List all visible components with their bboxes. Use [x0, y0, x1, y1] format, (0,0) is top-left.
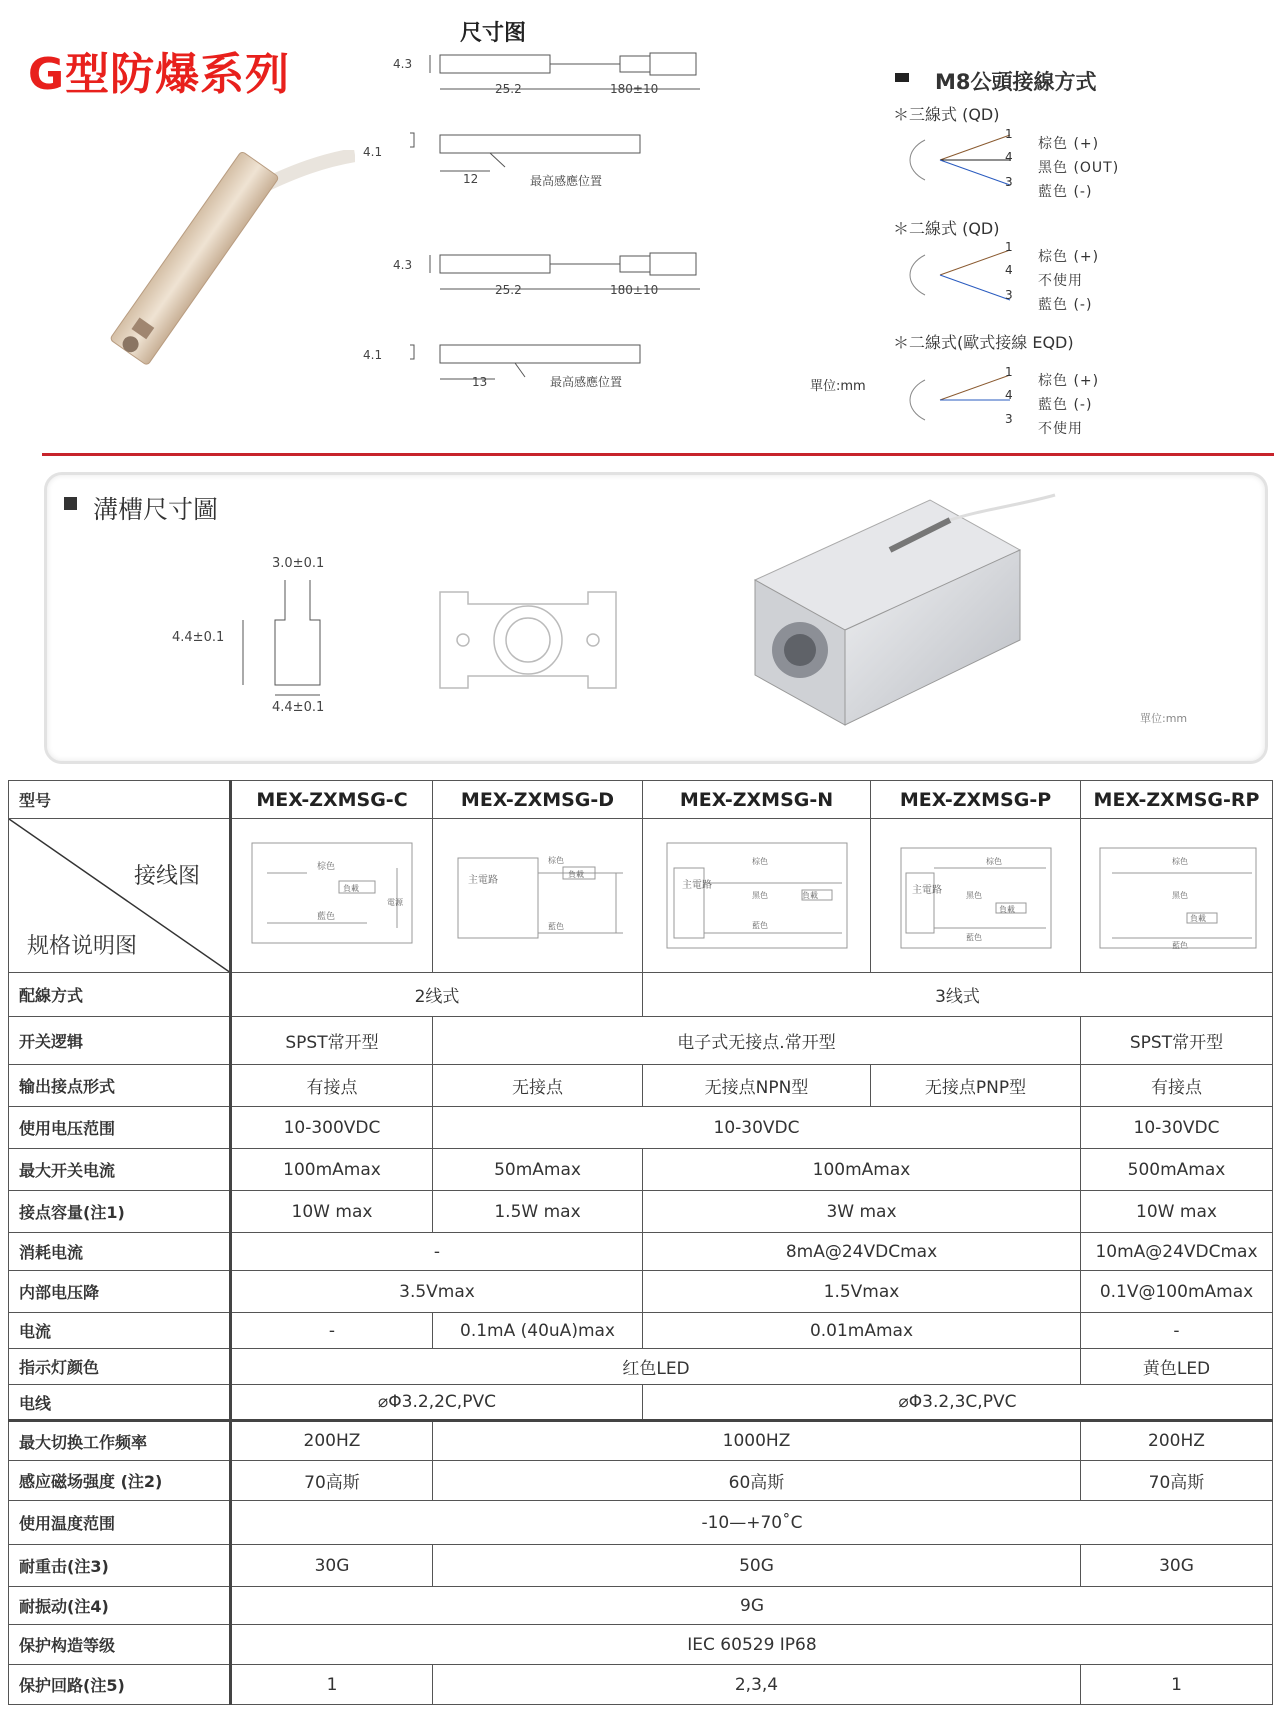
- m8-g2-pin-1: 1: [1005, 240, 1013, 254]
- cell: 30G: [1081, 1545, 1273, 1587]
- cell: 10-30VDC: [433, 1107, 1081, 1149]
- model-rp: MEX-ZXMSG-RP: [1081, 781, 1273, 819]
- c-load: 負載: [343, 884, 359, 893]
- wiring-label: 接线图: [134, 864, 201, 889]
- c-brown: 棕色: [317, 862, 336, 872]
- cell: 10mA@24VDCmax: [1081, 1233, 1273, 1271]
- dim-a-height: 4.3: [393, 57, 413, 71]
- dim-a-side: 4.1: [363, 145, 383, 159]
- cell: 1.5W max: [433, 1191, 643, 1233]
- wiring-diagram-rp: [1092, 828, 1262, 958]
- row-label: 指示灯颜色: [9, 1349, 231, 1385]
- row-label: 内部电压降: [9, 1271, 231, 1313]
- m8-g2-pin-3: 3: [1005, 288, 1013, 302]
- cell: 0.01mAmax: [643, 1313, 1081, 1349]
- cell: 1: [231, 1665, 433, 1705]
- m8-g1-pin-2: 4: [1005, 150, 1013, 164]
- m8-g3-label-2: 藍色 (-): [1038, 397, 1093, 413]
- cell: 10-300VDC: [231, 1107, 433, 1149]
- n-black: 黑色: [751, 891, 768, 900]
- table-row: [9, 1313, 1273, 1349]
- cell: 有接点: [231, 1065, 433, 1107]
- p-load: 負載: [998, 905, 1015, 914]
- table-row: [9, 1107, 1273, 1149]
- row-label: 使用电压范围: [9, 1107, 231, 1149]
- row-label: 最大开关电流: [9, 1149, 231, 1191]
- table-row: [9, 1017, 1273, 1065]
- cell: -10—+70˚C: [231, 1501, 1273, 1545]
- cell: -: [231, 1313, 433, 1349]
- table-row: [9, 1461, 1273, 1501]
- dim-unit: 單位:mm: [810, 379, 866, 394]
- dim-b-height: 4.3: [393, 258, 413, 272]
- table-row: [9, 1625, 1273, 1665]
- m8-title: M8公頭接線方式: [935, 70, 1097, 94]
- table-row: [9, 1421, 1273, 1461]
- n-blue: 藍色: [751, 921, 768, 930]
- cell: SPST常开型: [231, 1017, 433, 1065]
- groove-unit: 單位:mm: [1140, 712, 1188, 725]
- d-brown: 棕色: [547, 856, 564, 865]
- p-brown: 棕色: [985, 857, 1002, 866]
- d-blue: 藍色: [547, 922, 564, 931]
- m8-g2-pin-2: 4: [1005, 263, 1013, 277]
- groove-panel: [44, 472, 1268, 764]
- cell: 1.5Vmax: [643, 1271, 1081, 1313]
- p-blue: 藍色: [965, 933, 982, 942]
- wiring-diagram-c: [247, 833, 417, 953]
- dim-b-sense-dist: 13: [472, 375, 488, 389]
- m8-g2-label-3: 藍色 (-): [1038, 297, 1093, 313]
- diagram-rp: [1081, 819, 1273, 973]
- m8-g3-label-3: 不使用: [1038, 421, 1083, 437]
- row-label: 电流: [9, 1313, 231, 1349]
- sensor-product-image: [55, 150, 355, 400]
- series-title: G型防爆系列: [28, 49, 291, 100]
- p-main-circuit: 主電路: [911, 885, 942, 896]
- wiring-diagram-p: [886, 828, 1066, 958]
- cell: 有接点: [1081, 1065, 1273, 1107]
- dim-b-body: 25.2: [495, 283, 522, 297]
- table-row: [9, 1271, 1273, 1313]
- cell: 无接点: [433, 1065, 643, 1107]
- diagram-d: [433, 819, 643, 973]
- diagram-p: [871, 819, 1081, 973]
- dim-a-cable: 180±10: [610, 82, 659, 96]
- n-load: 負載: [801, 891, 818, 900]
- cell: 10-30VDC: [1081, 1107, 1273, 1149]
- rp-load: 負載: [1189, 914, 1206, 923]
- table-row: [9, 1545, 1273, 1587]
- diagram-c: [231, 819, 433, 973]
- m8-g1-label-2: 黑色 (OUT): [1038, 160, 1120, 176]
- cell: 9G: [231, 1587, 1273, 1625]
- cell: IEC 60529 IP68: [231, 1625, 1273, 1665]
- cell: 200HZ: [231, 1421, 433, 1461]
- m8-group-2-heading: ＊二線式 (QD): [893, 219, 1000, 238]
- p-black: 黑色: [965, 891, 982, 900]
- groove-dim-top: 3.0±0.1: [272, 556, 325, 571]
- m8-bullet-icon: [895, 73, 909, 82]
- m8-group-3-heading: ＊二線式(歐式接線 EQD): [893, 333, 1074, 352]
- m8-g3-label-1: 棕色 (+): [1038, 373, 1100, 389]
- cell: 70高斯: [231, 1461, 433, 1501]
- row-label: 开关逻辑: [9, 1017, 231, 1065]
- cell: 0.1mA (40uA)max: [433, 1313, 643, 1349]
- groove-bullet-icon: [64, 497, 77, 510]
- rp-blue: 藍色: [1171, 941, 1188, 950]
- groove-dim-left: 4.4±0.1: [172, 630, 225, 645]
- cell: 2线式: [231, 973, 643, 1017]
- row-label: 保护构造等级: [9, 1625, 231, 1665]
- cell: 60高斯: [433, 1461, 1081, 1501]
- cell: ⌀Φ3.2,2C,PVC: [231, 1385, 643, 1421]
- wiring-diagram-d: [448, 833, 628, 953]
- table-row: [9, 1665, 1273, 1705]
- row-label: 电线: [9, 1385, 231, 1421]
- cell: 10W max: [1081, 1191, 1273, 1233]
- row-label: 感应磁场强度 (注2): [9, 1461, 231, 1501]
- cell: 30G: [231, 1545, 433, 1587]
- model-p: MEX-ZXMSG-P: [871, 781, 1081, 819]
- dim-b-side: 4.1: [363, 348, 383, 362]
- cell: 70高斯: [1081, 1461, 1273, 1501]
- row-label: 消耗电流: [9, 1233, 231, 1271]
- row-label: 接点容量(注1): [9, 1191, 231, 1233]
- spec-label: 规格说明图: [27, 934, 138, 959]
- cell: 黄色LED: [1081, 1349, 1273, 1385]
- row-label: 配線方式: [9, 973, 231, 1017]
- model-n: MEX-ZXMSG-N: [643, 781, 871, 819]
- table-row: [9, 1501, 1273, 1545]
- row-label: 输出接点形式: [9, 1065, 231, 1107]
- m8-g2-label-1: 棕色 (+): [1038, 249, 1100, 265]
- m8-g1-pin-3: 3: [1005, 175, 1013, 189]
- cell: 3.5Vmax: [231, 1271, 643, 1313]
- table-row: [9, 1349, 1273, 1385]
- row-label: 耐振动(注4): [9, 1587, 231, 1625]
- m8-g2-label-2: 不使用: [1038, 273, 1083, 289]
- groove-dim-bottom: 4.4±0.1: [272, 700, 325, 715]
- row-label: 最大切换工作频率: [9, 1421, 231, 1461]
- spec-table: [8, 780, 1273, 1705]
- dim-a-sense-label: 最高感應位置: [530, 174, 603, 188]
- cell: ⌀Φ3.2,3C,PVC: [643, 1385, 1273, 1421]
- n-brown: 棕色: [751, 857, 768, 866]
- header-label: 型号: [9, 781, 231, 819]
- diagram-n: [643, 819, 871, 973]
- dim-b-cable: 180±10: [610, 283, 659, 297]
- c-blue: 藍色: [317, 912, 336, 922]
- cell: 1: [1081, 1665, 1273, 1705]
- cell: SPST常开型: [1081, 1017, 1273, 1065]
- cell: -: [231, 1233, 643, 1271]
- dimension-title: 尺寸图: [460, 21, 527, 46]
- row-label: 使用温度范围: [9, 1501, 231, 1545]
- cell: 500mAmax: [1081, 1149, 1273, 1191]
- groove-profile-drawing: [235, 575, 355, 705]
- m8-g1-label-1: 棕色 (+): [1038, 136, 1100, 152]
- cell: 无接点NPN型: [643, 1065, 871, 1107]
- d-load: 負載: [567, 870, 584, 879]
- cell: 50mAmax: [433, 1149, 643, 1191]
- d-main-circuit: 主電路: [467, 875, 498, 886]
- cell: 3W max: [643, 1191, 1081, 1233]
- cell: 8mA@24VDCmax: [643, 1233, 1081, 1271]
- m8-group-1-heading: ＊三線式 (QD): [893, 105, 1000, 124]
- cell: 10W max: [231, 1191, 433, 1233]
- table-row: [9, 1191, 1273, 1233]
- table-row: [9, 1587, 1273, 1625]
- table-row: [9, 1149, 1273, 1191]
- cell: 电子式无接点.常开型: [433, 1017, 1081, 1065]
- section-divider: [42, 453, 1274, 456]
- m8-g1-pin-1: 1: [1005, 127, 1013, 141]
- row-label: 耐重击(注3): [9, 1545, 231, 1587]
- diagram-label-cell: [9, 819, 231, 973]
- m8-g3-pin-3: 3: [1005, 412, 1013, 426]
- cell: 1000HZ: [433, 1421, 1081, 1461]
- table-row: [9, 973, 1273, 1017]
- cell: 红色LED: [231, 1349, 1081, 1385]
- cell: 0.1V@100mAmax: [1081, 1271, 1273, 1313]
- cell: -: [1081, 1313, 1273, 1349]
- table-row: [9, 1065, 1273, 1107]
- table-row: [9, 1385, 1273, 1421]
- model-d: MEX-ZXMSG-D: [433, 781, 643, 819]
- table-row: [9, 1233, 1273, 1271]
- m8-g3-pin-2: 4: [1005, 388, 1013, 402]
- m8-g1-label-3: 藍色 (-): [1038, 184, 1093, 200]
- cylinder-end-drawing: [438, 590, 618, 690]
- cell: 3线式: [643, 973, 1273, 1017]
- n-main-circuit: 主電路: [681, 880, 712, 891]
- c-power: 電源: [387, 898, 403, 907]
- cell: 100mAmax: [643, 1149, 1081, 1191]
- dim-a-body: 25.2: [495, 82, 522, 96]
- wiring-diagram-n: [662, 828, 852, 958]
- rp-brown: 棕色: [1171, 857, 1188, 866]
- cell: 100mAmax: [231, 1149, 433, 1191]
- model-c: MEX-ZXMSG-C: [231, 781, 433, 819]
- row-label: 保护回路(注5): [9, 1665, 231, 1705]
- cylinder-product-image: [750, 490, 1060, 730]
- rp-black: 黑色: [1171, 891, 1188, 900]
- groove-title: 溝槽尺寸圖: [93, 495, 219, 524]
- dim-a-sense-dist: 12: [463, 172, 479, 186]
- cell: 50G: [433, 1545, 1081, 1587]
- cell: 无接点PNP型: [871, 1065, 1081, 1107]
- cell: 2,3,4: [433, 1665, 1081, 1705]
- dim-b-sense-label: 最高感應位置: [550, 375, 623, 389]
- cell: 200HZ: [1081, 1421, 1273, 1461]
- m8-g3-pin-1: 1: [1005, 365, 1013, 379]
